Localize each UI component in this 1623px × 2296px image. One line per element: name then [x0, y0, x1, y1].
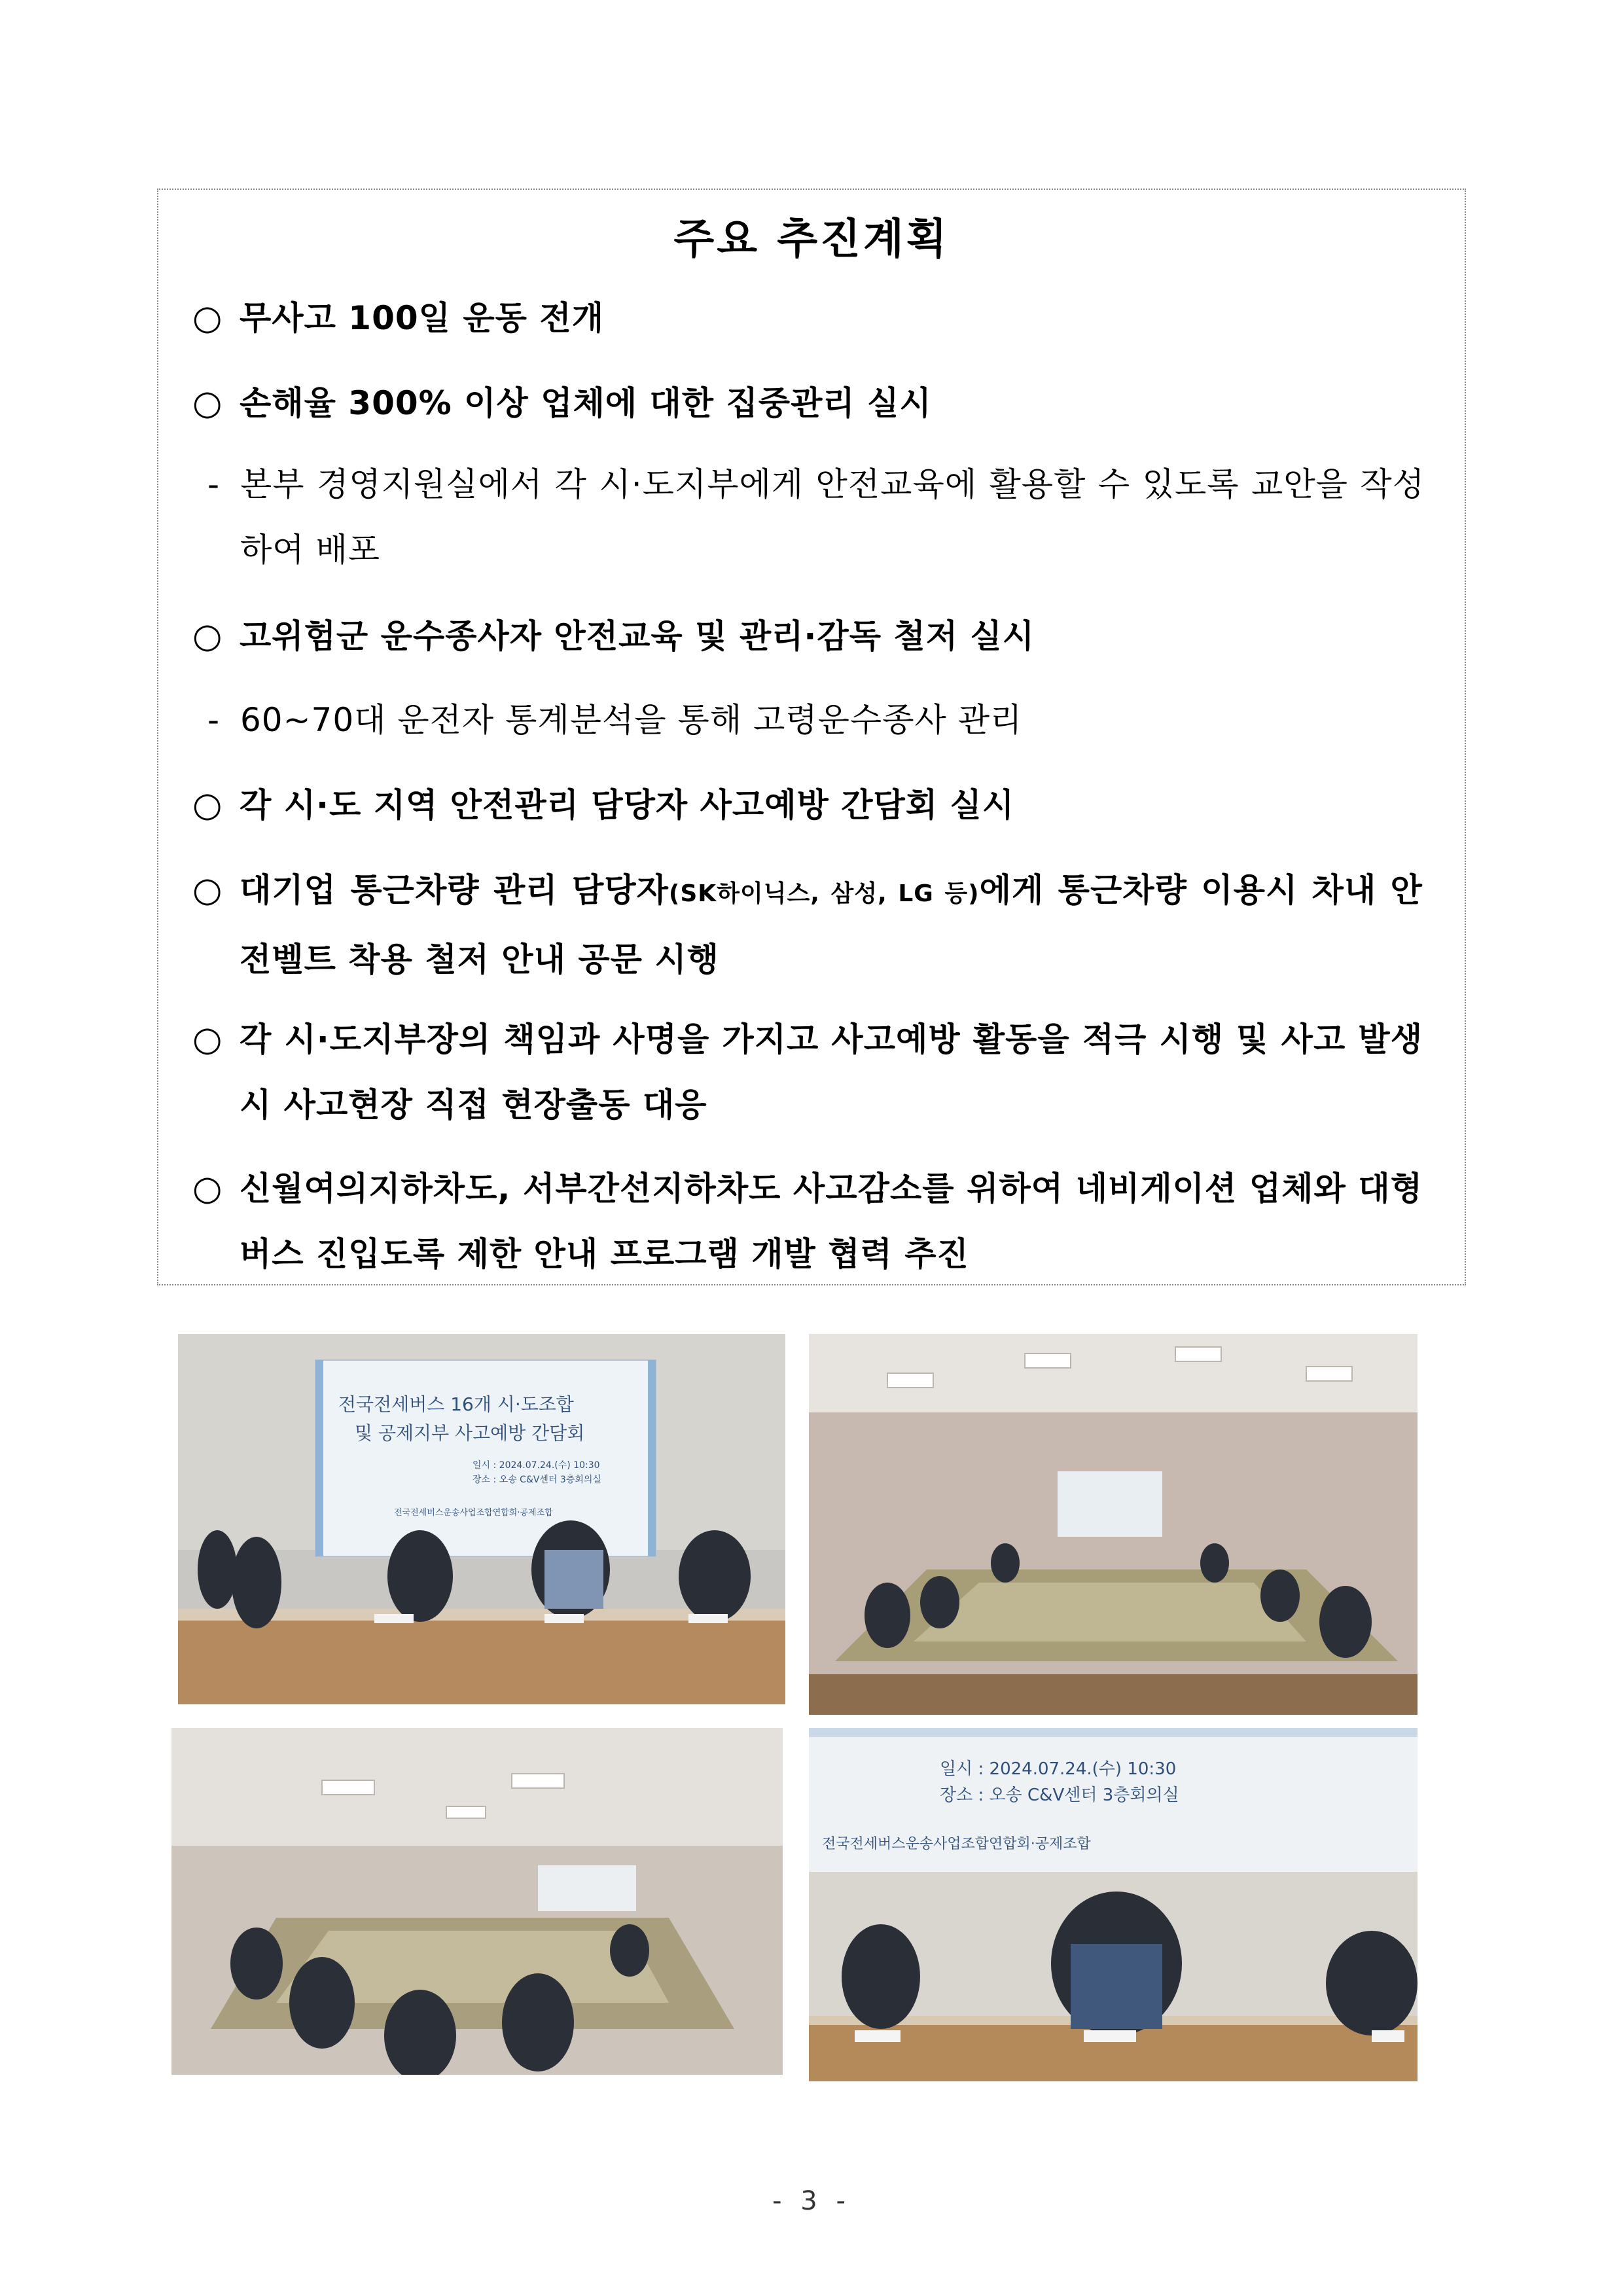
dash-bullet: - — [207, 465, 221, 503]
circle-bullet: ○ — [192, 1169, 223, 1208]
meeting-photo-2 — [809, 1334, 1418, 1715]
photo-1-banner-date: 일시 : 2024.07.24.(수) 10:30 — [473, 1460, 600, 1471]
plan-title: 주요 추진계획 — [673, 215, 950, 264]
plan-item-text: 신월여의지하차도, 서부간선지하차도 사고감소를 위하여 네비게이션 업체와 대형버스 진입도록 제한 안내 프로그램 개발 협력 추진 — [240, 1170, 1423, 1273]
meeting-photo-1 — [178, 1334, 785, 1704]
photo-1-banner-place: 장소 : 오송 C&V센터 3층회의실 — [473, 1475, 601, 1485]
circle-bullet: ○ — [192, 617, 223, 656]
photo-4-banner-place: 장소 : 오송 C&V센터 3층회의실 — [940, 1785, 1179, 1805]
plan-item-7 — [192, 1156, 1423, 1287]
plan-item-2 — [192, 370, 1423, 436]
plan-item-text: 각 시·도 지역 안전관리 담당자 사고예방 간담회 실시 — [240, 786, 1015, 824]
plan-item-text: 고위험군 운수종사자 안전교육 및 관리·감독 철저 실시 — [240, 617, 1035, 655]
meeting-photo-4 — [809, 1728, 1418, 2081]
plan-item-text: 각 시·도지부장의 책임과 사명을 가지고 사고예방 활동을 적극 시행 및 사고 발생 시 사고현장 직접 현장출동 대응 — [240, 1020, 1423, 1124]
photo-1-image — [178, 1334, 785, 1704]
meeting-photo-3 — [171, 1728, 783, 2075]
page-number: - 3 - — [772, 2186, 851, 2216]
circle-bullet: ○ — [192, 870, 223, 910]
photo-2-image — [809, 1334, 1418, 1715]
photo-4-banner-date: 일시 : 2024.07.24.(수) 10:30 — [940, 1759, 1177, 1779]
plan-item-text: 손해율 300% 이상 업체에 대한 집중관리 실시 — [240, 384, 932, 422]
photo-4-image — [809, 1728, 1418, 2081]
plan-subitem-text: 본부 경영지원실에서 각 시·도지부에게 안전교육에 활용할 수 있도록 교안을 작성하여 배포 — [240, 465, 1425, 569]
plan-subitem-text: 60~70대 운전자 통계분석을 통해 고령운수종사 관리 — [240, 701, 1023, 739]
circle-bullet: ○ — [192, 384, 223, 423]
plan-item-4 — [192, 772, 1423, 838]
plan-item-text: 대기업 통근차량 관리 담당자(SK하이닉스, 삼성, LG 등)에게 통근차량 이용시 차내 안전벨트 착용 철저 안내 공문 시행 — [240, 871, 1423, 978]
circle-bullet: ○ — [192, 1020, 223, 1059]
photo-3-image — [171, 1728, 783, 2075]
plan-item-6 — [192, 1007, 1423, 1138]
photo-4-banner-org: 전국전세버스운송사업조합연합회·공제조합 — [822, 1836, 1091, 1852]
circle-bullet: ○ — [192, 298, 223, 338]
plan-item-1 — [192, 285, 1423, 351]
dash-bullet: - — [207, 701, 221, 739]
plan-box — [157, 188, 1466, 1285]
photo-1-banner-line2: 및 공제지부 사고예방 간담회 — [355, 1422, 585, 1444]
plan-subitem-1 — [207, 452, 1425, 583]
plan-subitem-2 — [207, 687, 1425, 753]
circle-bullet: ○ — [192, 785, 223, 825]
plan-item-5 — [192, 857, 1423, 992]
plan-item-3 — [192, 603, 1423, 669]
photo-1-banner-line1: 전국전세버스 16개 시·도조합 — [338, 1393, 574, 1415]
plan-item-text: 무사고 100일 운동 전개 — [240, 299, 604, 337]
photo-1-banner-org: 전국전세버스운송사업조합연합회·공제조합 — [394, 1508, 553, 1518]
